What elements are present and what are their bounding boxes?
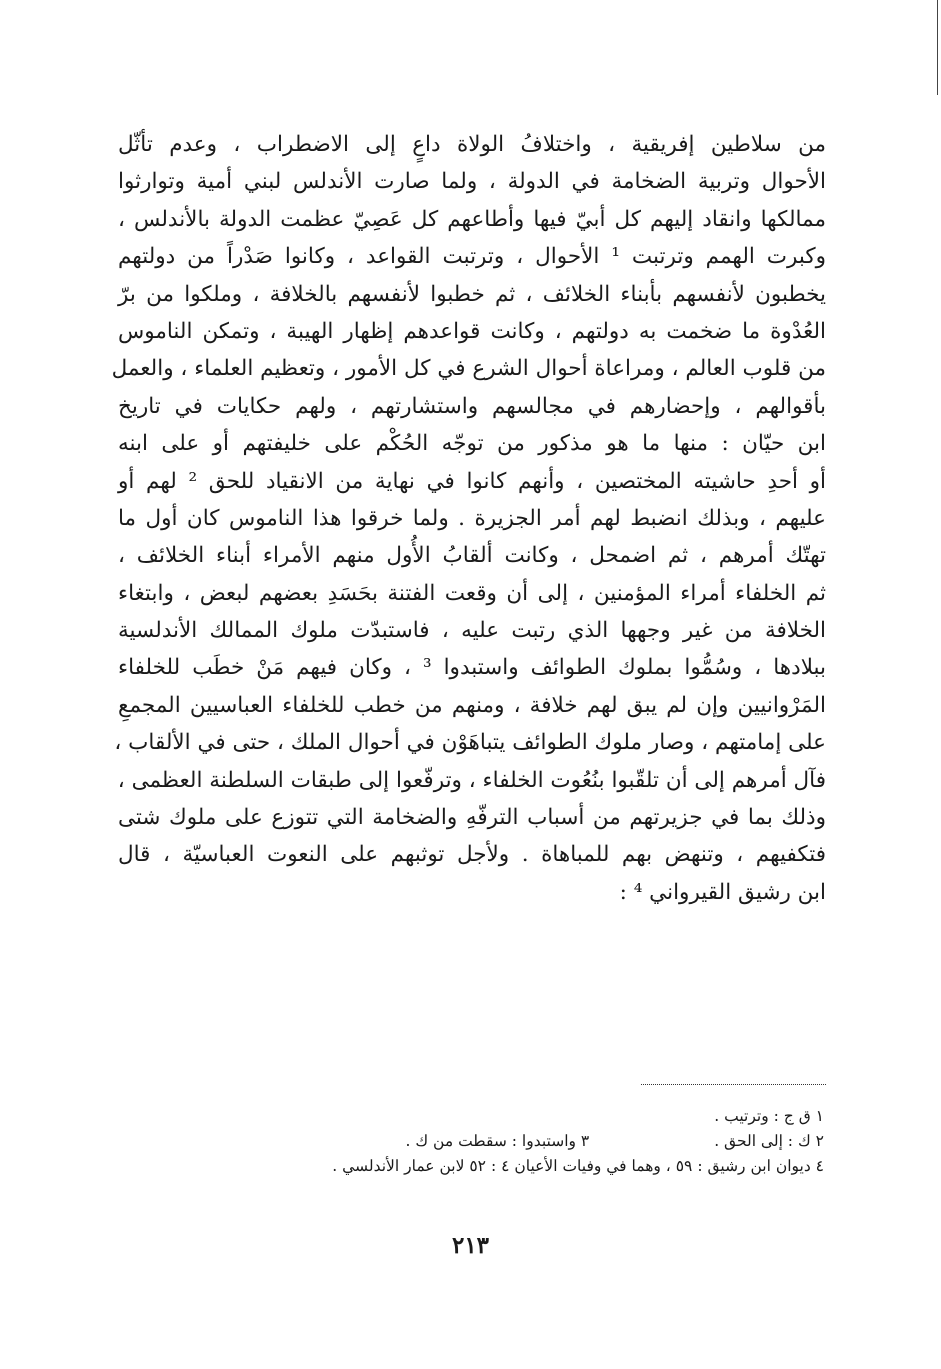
text-line: من سلاطين إفريقية ، واختلافُ الولاة داعٍ إلى الاضطراب ، وعدم تأثّل <box>118 132 826 157</box>
text-line: الأحوال وتربية الضخامة في الدولة ، ولما صارت الأندلس لبني أمية وتوارثوا <box>118 169 826 195</box>
text-line: وذلك بما في جزيرتهم من أسباب الترفّهِ والضخامة التي تتوزع على ملوك شتى <box>118 805 826 831</box>
footnote-3: ٣ واستبدوا : سقطت من ك . <box>405 1132 590 1150</box>
page-edge-rule <box>937 0 938 95</box>
text-line: ابن حيّان : منها ما هو مذكور من توجّه الحُكْم على خليفتهم أو على ابنه <box>118 431 826 457</box>
footnote-row-2-3 <box>118 1129 824 1154</box>
text-line: فآل أمرهم إلى أن تلقّبوا بنُعُوت الخلفاء ، وترفّعوا إلى طبقات السلطنة العظمى ، <box>117 767 826 793</box>
footnote-2: ٢ ك : إلى الحق . <box>714 1132 824 1150</box>
footnote-1: ١ ق ج : وترتيب . <box>714 1107 824 1125</box>
footnotes <box>118 1104 824 1179</box>
footnote-4: ٤ ديوان ابن رشيق : ٥٩ ، وهما في وفيات الأعيان ٤ : ٥٢ لابن عمار الأندلسي . <box>332 1157 824 1175</box>
text-line: على إمامتهم ، وصار ملوك الطوائف يتباهَوْن في أحوال الملك ، حتى في الألقاب ، <box>114 730 826 756</box>
text-line: العُدْوة ما ضخمت به دولتهم ، وكانت قواعدهم إظهار الهيبة ، وتمكن الناموس <box>118 318 826 344</box>
text-line: الخلافة من غير وجهها الذي رتبت عليه ، فاستبدّت ملوك الممالك الأندلسية <box>118 618 826 644</box>
text-line: ابن رشيق القيرواني ⁴ : <box>619 879 826 905</box>
text-line: من قلوب العالم ، ومراعاة أحوال الشرع في كل الأمور ، وتعظيم العلماء ، والعمل <box>111 356 826 382</box>
text-line: ببلادها ، وسُمُّوا بملوك الطوائف واستبدوا ³ ، وكان فيهم مَنْ خطَب للخلفاء <box>118 655 826 681</box>
text-line: المَرْوانيين وإن لم يبق لهم خلافة ، ومنهم من خطب للخلفاء العباسيين المجمعِ <box>118 692 826 718</box>
text-line: وكبرت الهمم وترتبت ¹ الأحوال ، وترتبت القواعد ، وكانوا صَدْراً من دولتهم <box>118 244 827 270</box>
main-text <box>111 126 827 911</box>
text-line: ممالكها وانقاد إليهم كل أبيّ فيها وأطاعهم كل عَصِيّ عظمت الدولة بالأندلس ، <box>118 206 826 232</box>
text-line: ثم الخلفاء أمراء المؤمنين ، إلى أن وقعت الفتنة بحَسَدِ بعضهم لبعض ، وابتغاء <box>118 580 826 606</box>
text-line: عليهم ، وبذلك انضبط لهم أمر الجزيرة . ولما خرقوا هذا الناموس كان أول ما <box>118 505 826 531</box>
text-line: تهتّك أمرهم ، ثم اضمحل ، وكانت ألقابُ الأُول منهم الأمراء أبناء الخلائف ، <box>118 543 826 569</box>
footnote-separator <box>641 1084 826 1085</box>
text-line: يخطبون لأنفسهم بأبناء الخلائف ، ثم خطبوا لأنفسهم بالخلافة ، وملكوا من برّ <box>118 281 826 307</box>
text-line: فتكفيهم ، وتنهض بهم للمباهاة . ولأجل توثبهم على النعوت العباسيّة ، قال <box>118 842 826 868</box>
text-line: بأقوالهم ، وإحضارهم في مجالسهم واستشارتهم ، ولهم حكايات في تاريخ <box>118 393 826 419</box>
text-line: أو أحدِ حاشيته المختصين ، وأنهم كانوا في نهاية من الانقياد للحق ² لهم أو <box>118 468 826 494</box>
page-number: ٢١٣ <box>451 1232 490 1259</box>
